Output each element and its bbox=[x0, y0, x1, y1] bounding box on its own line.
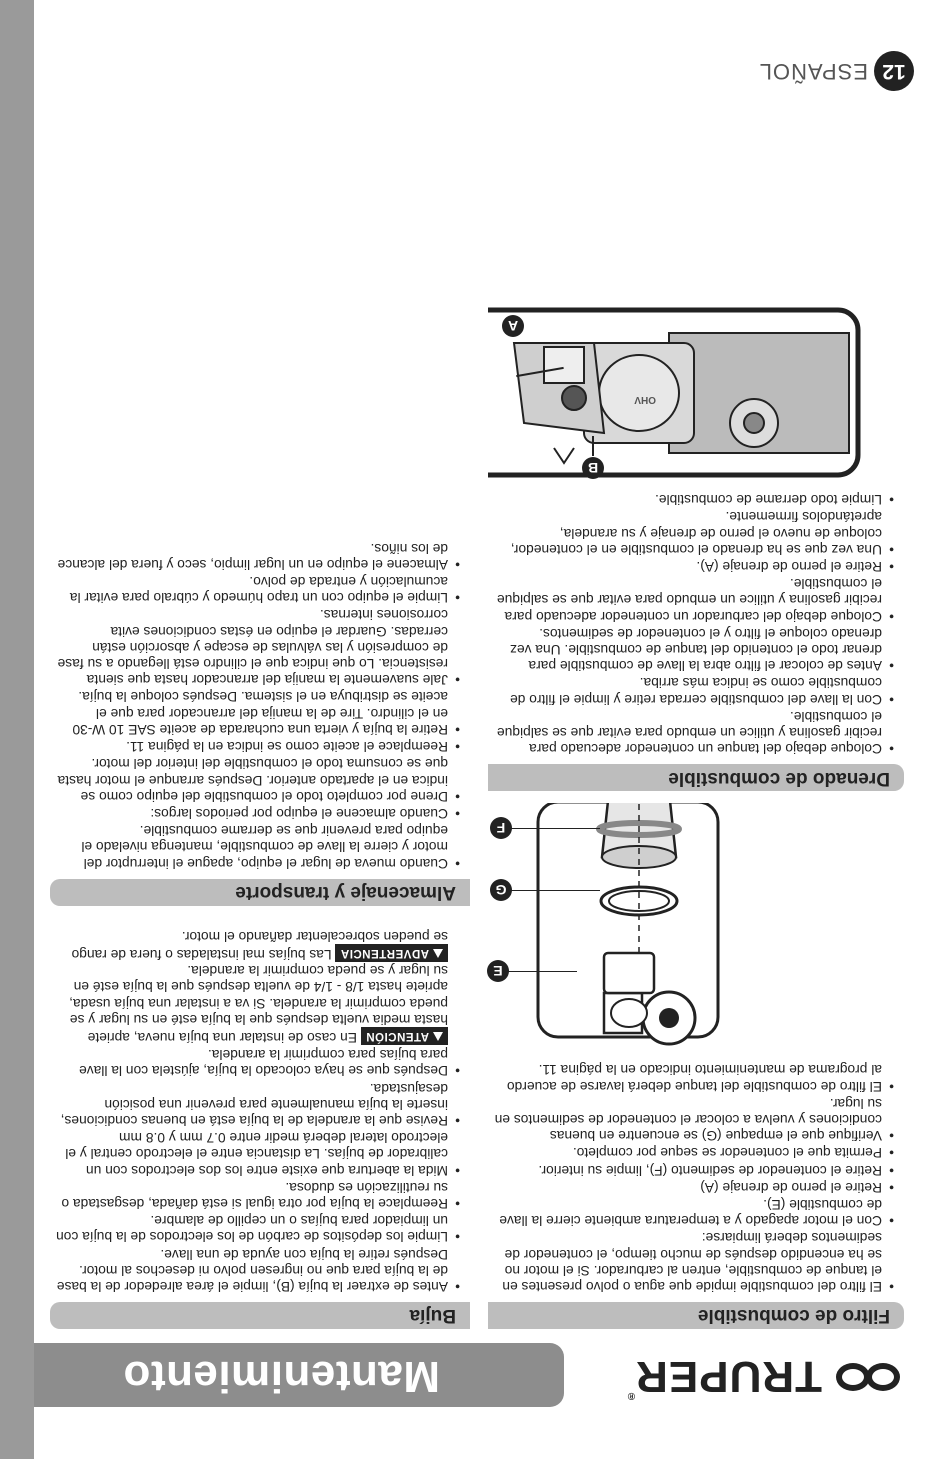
atencion-text: En caso de instalar una bujía nueva, apriete hasta media vuelta después que la bujía esté en su lugar y se pueda comprimir la arandela. Si va a instalar una bujía usada, apriete hasta 1/8 - 1/4 de vuelta después que la bujía esté en su lugar y se pueda comprimir la arandela. bbox=[69, 963, 448, 1045]
callout-e: E bbox=[487, 960, 509, 982]
engine-illustration bbox=[488, 303, 904, 483]
right-column bbox=[50, 538, 470, 1329]
list-item: • Después que se haya colocado la bujía, ajústela con la llave para bujías para comprimir la arandela. bbox=[56, 1046, 448, 1078]
brand-mark-icon bbox=[830, 1359, 900, 1393]
leader-f bbox=[510, 828, 600, 830]
list-item: • Cuando mueva de lugar el equipo, apague el interruptor del motor y cierre la llave de combustible, mantenga nivelado el equipo para prevenir que se derrame combustible. bbox=[56, 822, 448, 871]
list-item: • Retire el perno de drenaje (A) bbox=[494, 1179, 882, 1195]
title-bar bbox=[34, 1343, 564, 1407]
atencion-badge bbox=[361, 1027, 448, 1045]
section-bujia-heading bbox=[50, 1302, 470, 1329]
atencion-note bbox=[56, 962, 448, 1045]
brand-name: TRUPER bbox=[635, 1352, 822, 1401]
list-item: • Drene por completo todo el combustible del equipo como se indica en el apartado anterior. Después arranque el motor hasta que se consuma todo el combustible del interior del motor. bbox=[56, 755, 448, 804]
page-number-badge: 12 bbox=[874, 51, 914, 91]
section-filtro-heading bbox=[488, 1302, 904, 1329]
warning-icon bbox=[433, 1032, 443, 1041]
almacenaje-list bbox=[50, 539, 470, 870]
list-item: • Coloque debajo del tanque un contenedor adecuado para recibir gasolina y utilice un embudo para evitar que se salpique el combustible. bbox=[494, 708, 882, 757]
list-item: • Revise que la arandela de la bujía está en buenas condiciones, inserte la bujía manualmente para prevenir una posición desajustada. bbox=[56, 1079, 448, 1128]
list-item: • Retire la bujía y vierta una cucharada de aceite SAE 10 W-30 en el cilindro. Tire de la manija del arrancador para que el aceite se distribuya en el sistema. Después coloque la bujía. bbox=[56, 688, 448, 737]
list-item: • Limpie los depósitos de carbón de los electrodos de la bujía con un limpiador para bujías o un cepillo de alambre. bbox=[56, 1212, 448, 1244]
leader-b bbox=[592, 436, 594, 456]
section-drenado-title: Drenado de combustible bbox=[668, 767, 890, 789]
leader-g bbox=[510, 890, 600, 892]
list-item: • Antes de extraer la bujía (B), limpie el área alrededor de la base de la bujía para que no ingresen polvo ni desechos al motor. Después retire la bujía con ayuda de una llave. bbox=[56, 1245, 448, 1294]
list-item: • Cuando almacene el equipo por periodos largos: bbox=[56, 805, 448, 821]
leader-e bbox=[507, 971, 577, 973]
list-item: • Una vez que se ha drenado el combustible en el contenedor, coloque de nuevo el perno de drenaje y su arandela, apretándolos firmemente. bbox=[494, 508, 882, 557]
advertencia-note bbox=[56, 928, 448, 962]
list-item: • Retire el perno de drenaje (A). bbox=[494, 558, 882, 574]
engine-drain-diagram bbox=[488, 303, 904, 483]
list-item: • El filtro de combustible del tanque deberá lavarse de acuerdo al programa de mantenimiento indicado en la página 11. bbox=[494, 1061, 882, 1093]
callout-a: A bbox=[502, 315, 524, 337]
list-item: • Reemplace el aceite como se indica en la página 11. bbox=[56, 738, 448, 754]
list-item: • El filtro del combustible impide que agua o polvo presentes en el tanque de combustible, entren al carburador. Si el motor no se ha encendido después de mucho tiempo, el contenedor de sedimentos deberá limpiarse: bbox=[494, 1229, 882, 1294]
list-item: • Limpie todo derrame de combustible. bbox=[494, 491, 882, 507]
advertencia-badge bbox=[335, 944, 448, 962]
list-item: • Jale suavemente la manija del arrancador hasta que sienta resistencia. Lo que indica que el cilindro está llegando a su fase de compresión y las válvulas de escape y absorción están cerradas. Guardar el equipo en éstas condiciones evita corrosiones internas. bbox=[56, 606, 448, 687]
bujia-list bbox=[50, 1046, 470, 1294]
fuel-filter-diagram bbox=[488, 803, 904, 1053]
drenado-list bbox=[488, 491, 904, 756]
list-item: • Antes de colocar el filtro abra la llave de combustible para drenar todo el contenido del tanque de combustible. Una vez drenado coloque el filtro y el contenedor de sedimentos. bbox=[494, 625, 882, 674]
list-item: • Almacene el equipo en un lugar limpio, seco y fuera del alcance de los niños. bbox=[56, 539, 448, 571]
advertencia-label: ADVERTENCIA bbox=[340, 946, 429, 959]
atencion-label: ATENCIÓN bbox=[365, 1029, 429, 1042]
list-item: • Con la llave del combustible cerrada retire y limpie el filtro de combustible como se indica más arriba. bbox=[494, 674, 882, 706]
callout-g: G bbox=[490, 879, 512, 901]
language-label: ESPAÑOL bbox=[758, 59, 868, 84]
list-item: • Verifique que el empaque (G) se encuentre en buenas condiciones y vuelva a colocar el contenedor de sedimentos en su lugar. bbox=[494, 1095, 882, 1144]
filtro-list bbox=[488, 1061, 904, 1294]
brand-registered: ® bbox=[626, 1390, 636, 1401]
warning-icon bbox=[433, 949, 443, 958]
page-title: Mantenimiento bbox=[123, 1352, 440, 1401]
list-item: • Reemplace la bujía por otra igual si está dañada, desgastada o su reutilización es dudosa. bbox=[56, 1179, 448, 1211]
brand-logo bbox=[627, 1351, 900, 1401]
advertencia-text: Las bujías mal instaladas o fuera de rango se pueden sobrecalentar dañando el motor. bbox=[71, 928, 448, 962]
list-item: • Retire el contenedor de sedimento (F), limpie su interior. bbox=[494, 1161, 882, 1177]
callout-b: B bbox=[582, 457, 604, 479]
list-item: • Coloque debajo del carburador un contenedor adecuado para recibir gasolina y utilice un embudo para evitar que se salpique el combustible. bbox=[494, 575, 882, 624]
fuel-filter-illustration bbox=[488, 803, 904, 1053]
callout-f: F bbox=[490, 817, 512, 839]
list-item: • Limpie el equipo con un trapo húmedo y cúbralo para evitar la acumulación y entrada de polvo. bbox=[56, 573, 448, 605]
list-item: • Permita que el contenedor se seque por completo. bbox=[494, 1144, 882, 1160]
left-column bbox=[488, 291, 904, 1329]
list-item: • Con el motor apagado y a temperatura ambiente cierre la llave de combustible (E). bbox=[494, 1196, 882, 1228]
section-almacenaje-title: Almacenaje y transporte bbox=[235, 882, 456, 904]
section-almacenaje-heading bbox=[50, 879, 470, 906]
list-item: • Mida la abertura que existe entre los dos electrodos con un calibrador de bujías. La distancia entre el electrodo central y el electrodo lateral deberá medir entre 0.7 mm y 0.8 mm bbox=[56, 1129, 448, 1178]
section-bujia-title: Bujía bbox=[409, 1305, 456, 1327]
engine-label: OHV bbox=[634, 393, 656, 405]
section-filtro-title: Filtro de combustible bbox=[697, 1305, 890, 1327]
section-drenado-heading bbox=[488, 764, 904, 791]
page-number bbox=[759, 51, 914, 91]
side-band bbox=[0, 0, 34, 1459]
